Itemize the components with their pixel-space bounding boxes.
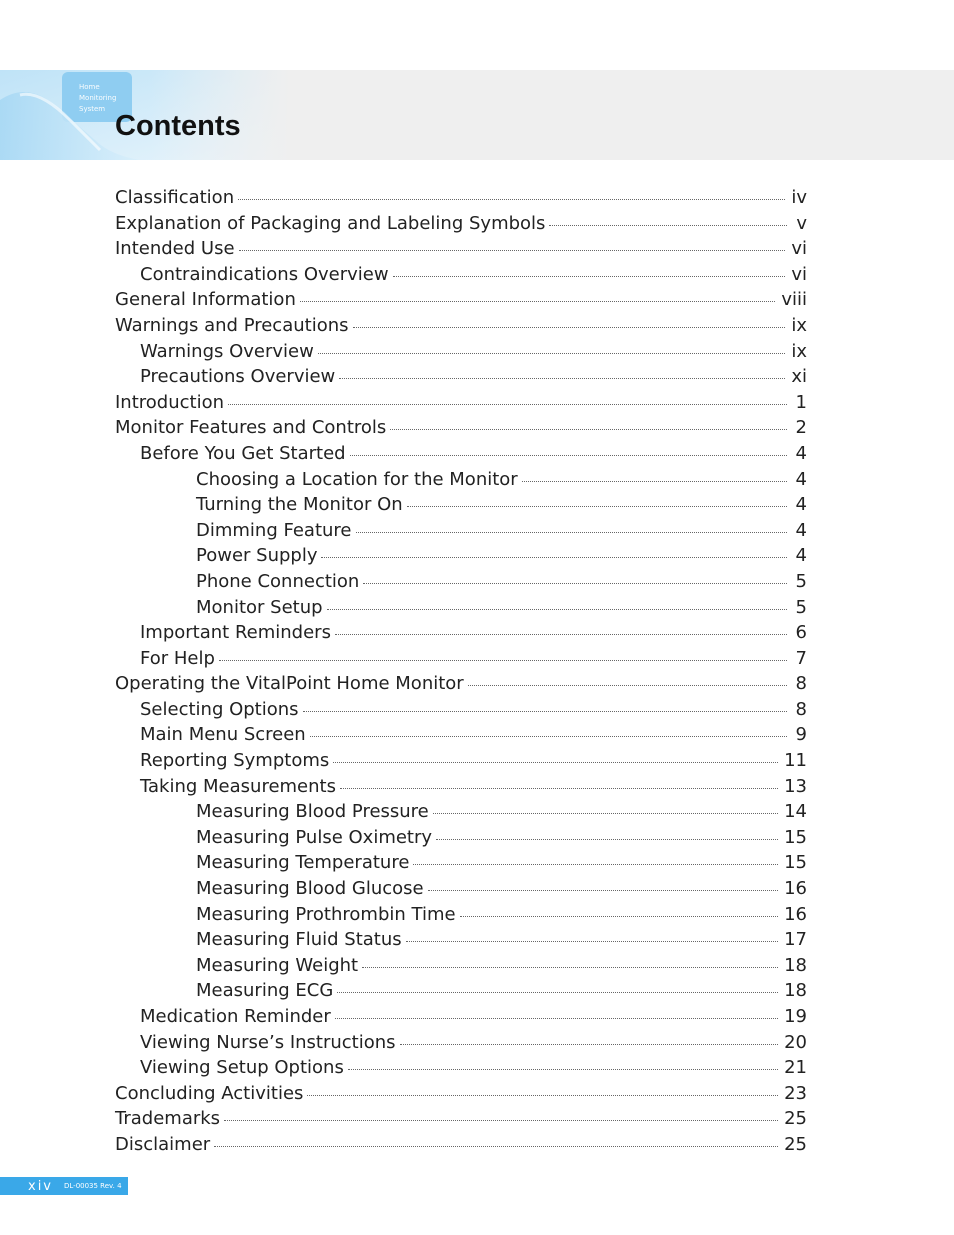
toc-dot-leader	[310, 736, 787, 737]
toc-entry-page: viii	[781, 289, 807, 311]
toc-entry[interactable]	[115, 545, 807, 571]
toc-dot-leader	[348, 1069, 778, 1070]
toc-entry[interactable]	[115, 904, 807, 930]
toc-dot-leader	[460, 916, 779, 917]
toc-dot-leader	[350, 455, 787, 456]
toc-dot-leader	[353, 327, 786, 328]
toc-entry-title: Concluding Activities	[115, 1082, 304, 1104]
toc-entry-page: 19	[784, 1006, 807, 1027]
toc-entry-page: 4	[795, 468, 807, 490]
toc-entry[interactable]	[115, 980, 807, 1006]
toc-entry[interactable]	[115, 597, 807, 623]
toc-entry-page: 25	[784, 1108, 807, 1130]
toc-entry[interactable]	[115, 750, 807, 776]
toc-entry[interactable]	[115, 443, 807, 469]
toc-entry[interactable]	[115, 699, 807, 725]
toc-dot-leader	[335, 634, 787, 635]
toc-dot-leader	[339, 378, 785, 379]
toc-entry[interactable]	[115, 1083, 807, 1109]
toc-entry-page: vi	[791, 238, 807, 260]
toc-entry-page: 1	[795, 391, 807, 413]
toc-entry-title: Precautions Overview	[140, 366, 336, 388]
toc-dot-leader	[400, 1044, 779, 1045]
toc-entry-page: 18	[784, 980, 807, 1002]
toc-entry[interactable]	[115, 1006, 807, 1032]
toc-entry-title: Monitor Features and Controls	[115, 417, 387, 439]
table-of-contents	[115, 187, 807, 1160]
toc-entry-page: 8	[795, 698, 807, 720]
toc-dot-leader	[433, 813, 778, 814]
toc-entry-title: Important Reminders	[140, 622, 331, 644]
toc-entry-title: Measuring Fluid Status	[196, 929, 402, 951]
toc-entry[interactable]	[115, 1134, 807, 1160]
toc-entry-page: 4	[795, 494, 807, 516]
toc-entry-title: Measuring ECG	[196, 980, 334, 1002]
toc-entry-title: Measuring Prothrombin Time	[196, 903, 456, 925]
toc-entry[interactable]	[115, 955, 807, 981]
toc-entry-page: 23	[784, 1082, 807, 1104]
toc-entry-page: 8	[795, 673, 807, 695]
toc-dot-leader	[340, 788, 778, 789]
toc-entry-page: 11	[784, 750, 807, 772]
toc-entry-page: 14	[784, 801, 807, 823]
toc-entry-page: ix	[791, 340, 807, 362]
toc-entry-title: For Help	[140, 647, 215, 669]
toc-entry-page: xi	[791, 366, 807, 388]
toc-dot-leader	[224, 1120, 778, 1121]
toc-entry-page: 25	[784, 1133, 807, 1155]
toc-entry-title: Main Menu Screen	[140, 724, 306, 746]
toc-entry-page: 2	[795, 417, 807, 439]
toc-entry-title: Reporting Symptoms	[140, 750, 330, 772]
toc-dot-leader	[337, 992, 778, 993]
toc-entry-page: 18	[784, 954, 807, 976]
toc-dot-leader	[327, 609, 787, 610]
toc-entry-title: Dimming Feature	[196, 519, 352, 541]
toc-entry-page: 5	[795, 596, 807, 618]
toc-dot-leader	[318, 353, 785, 354]
toc-dot-leader	[413, 864, 778, 865]
toc-entry-page: 4	[795, 442, 807, 464]
toc-entry-title: Measuring Pulse Oximetry	[196, 826, 433, 848]
toc-entry-title: Trademarks	[115, 1108, 221, 1130]
toc-entry[interactable]	[115, 315, 807, 341]
toc-entry-page: 20	[784, 1031, 807, 1053]
toc-entry-title: Measuring Weight	[196, 954, 359, 976]
device-label: Home Monitoring System	[79, 83, 117, 113]
toc-dot-leader	[406, 941, 778, 942]
toc-dot-leader	[407, 506, 787, 507]
toc-dot-leader	[549, 225, 787, 226]
toc-entry-page: 4	[795, 519, 807, 541]
toc-entry[interactable]	[115, 673, 807, 699]
toc-entry-title: Warnings Overview	[140, 340, 314, 362]
toc-entry[interactable]	[115, 801, 807, 827]
toc-entry[interactable]	[115, 520, 807, 546]
toc-entry-page: vi	[791, 263, 807, 285]
toc-entry[interactable]	[115, 724, 807, 750]
toc-dot-leader	[362, 967, 778, 968]
toc-dot-leader	[228, 404, 787, 405]
toc-entry-title: Classification	[115, 187, 235, 208]
toc-entry-title: Warnings and Precautions	[115, 314, 349, 336]
toc-entry[interactable]	[115, 392, 807, 418]
toc-dot-leader	[321, 557, 787, 558]
toc-entry[interactable]	[115, 776, 807, 802]
toc-entry-page: 15	[784, 826, 807, 848]
toc-dot-leader	[335, 1018, 778, 1019]
toc-entry-page: 15	[784, 852, 807, 874]
toc-dot-leader	[300, 301, 775, 302]
toc-entry[interactable]	[115, 648, 807, 674]
toc-entry-title: Power Supply	[196, 545, 318, 567]
toc-entry-page: 16	[784, 878, 807, 900]
toc-entry[interactable]	[115, 494, 807, 520]
page-title: Contents	[115, 110, 241, 142]
toc-entry[interactable]	[115, 213, 807, 239]
toc-entry-title: Medication Reminder	[140, 1006, 331, 1027]
toc-entry-title: Intended Use	[115, 238, 235, 260]
toc-dot-leader	[239, 250, 786, 251]
toc-entry-title: Taking Measurements	[140, 775, 336, 797]
toc-entry[interactable]	[115, 1108, 807, 1134]
toc-entry-title: Turning the Monitor On	[196, 494, 403, 516]
toc-entry-page: 4	[795, 545, 807, 567]
toc-entry[interactable]	[115, 622, 807, 648]
toc-entry-page: 17	[784, 929, 807, 951]
toc-entry-title: Explanation of Packaging and Labeling Symbols	[115, 212, 546, 234]
toc-entry-title: Measuring Temperature	[196, 852, 410, 874]
toc-entry-page: 21	[784, 1057, 807, 1079]
toc-entry[interactable]	[115, 852, 807, 878]
toc-dot-leader	[214, 1146, 778, 1147]
toc-entry-title: Measuring Blood Pressure	[196, 801, 429, 823]
toc-entry[interactable]	[115, 417, 807, 443]
toc-entry-title: Disclaimer	[115, 1133, 211, 1155]
toc-entry-title: Viewing Nurse’s Instructions	[140, 1031, 396, 1053]
toc-entry-page: 7	[795, 647, 807, 669]
toc-entry[interactable]	[115, 827, 807, 853]
toc-dot-leader	[436, 839, 778, 840]
toc-dot-leader	[468, 685, 787, 686]
page-number: xiv	[28, 1179, 53, 1194]
toc-entry-page: 6	[795, 622, 807, 644]
toc-entry[interactable]	[115, 929, 807, 955]
toc-entry-page: ix	[791, 314, 807, 336]
toc-entry[interactable]	[115, 341, 807, 367]
toc-entry[interactable]	[115, 1032, 807, 1058]
toc-entry-title: Monitor Setup	[196, 596, 323, 618]
toc-entry[interactable]	[115, 1057, 807, 1083]
toc-dot-leader	[303, 711, 787, 712]
toc-dot-leader	[333, 762, 778, 763]
toc-entry-title: Introduction	[115, 391, 225, 413]
toc-entry-title: Choosing a Location for the Monitor	[196, 468, 518, 490]
toc-dot-leader	[522, 481, 787, 482]
toc-dot-leader	[363, 583, 787, 584]
toc-entry-page: 16	[784, 903, 807, 925]
toc-entry-title: Phone Connection	[196, 570, 360, 592]
toc-entry[interactable]	[115, 571, 807, 597]
toc-entry-page: 13	[784, 775, 807, 797]
toc-entry-page: iv	[791, 187, 807, 208]
toc-entry-title: Viewing Setup Options	[140, 1057, 344, 1079]
document-id: DL-00035 Rev. 4	[64, 1182, 122, 1190]
toc-entry-page: 9	[795, 724, 807, 746]
toc-entry-title: Before You Get Started	[140, 442, 346, 464]
toc-entry-page: v	[796, 212, 807, 234]
toc-entry[interactable]	[115, 238, 807, 264]
toc-entry[interactable]	[115, 187, 807, 213]
toc-dot-leader	[219, 660, 787, 661]
toc-dot-leader	[238, 199, 785, 200]
toc-entry[interactable]	[115, 264, 807, 290]
toc-entry-title: Operating the VitalPoint Home Monitor	[115, 673, 464, 695]
toc-entry-page: 5	[795, 570, 807, 592]
toc-entry[interactable]	[115, 878, 807, 904]
toc-entry-title: Measuring Blood Glucose	[196, 878, 424, 900]
toc-entry[interactable]	[115, 469, 807, 495]
toc-entry-title: Contraindications Overview	[140, 263, 389, 285]
toc-dot-leader	[390, 429, 787, 430]
toc-dot-leader	[307, 1095, 778, 1096]
toc-dot-leader	[356, 532, 787, 533]
toc-entry[interactable]	[115, 289, 807, 315]
toc-entry-title: Selecting Options	[140, 698, 299, 720]
toc-dot-leader	[393, 276, 786, 277]
toc-dot-leader	[428, 890, 778, 891]
toc-entry[interactable]	[115, 366, 807, 392]
toc-entry-title: General Information	[115, 289, 296, 311]
